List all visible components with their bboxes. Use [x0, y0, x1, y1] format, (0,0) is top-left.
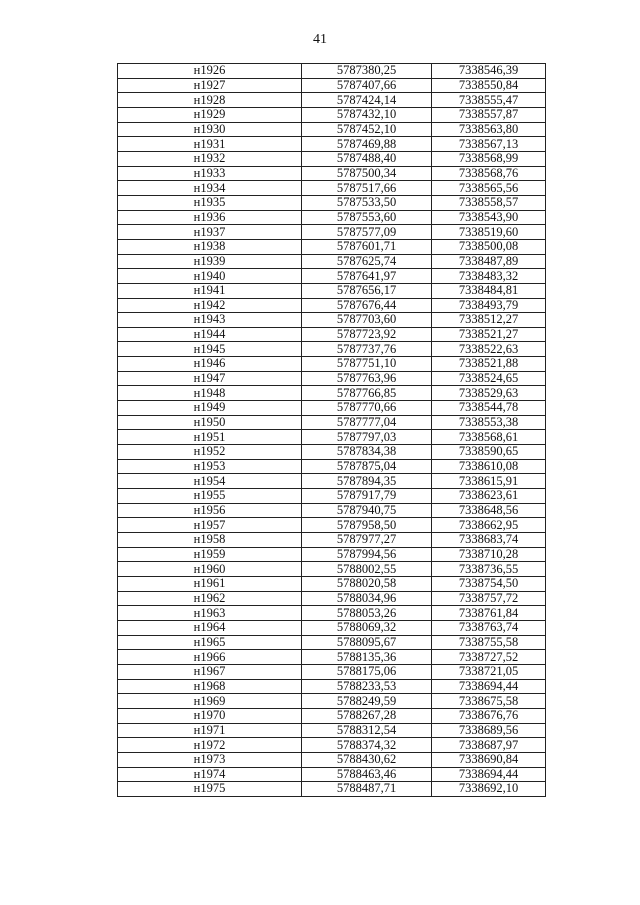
table-row [118, 767, 546, 782]
point-id-cell: н1933 [118, 166, 302, 181]
point-id-cell: н1966 [118, 650, 302, 665]
table-row [118, 547, 546, 562]
x-coordinate-cell: 5787625,74 [302, 254, 432, 269]
y-coordinate-cell: 7338543,90 [432, 210, 546, 225]
x-coordinate-cell: 5787432,10 [302, 107, 432, 122]
y-coordinate-cell: 7338675,58 [432, 694, 546, 709]
table-row [118, 518, 546, 533]
table-row [118, 415, 546, 430]
table-row [118, 137, 546, 152]
y-coordinate-cell: 7338757,72 [432, 591, 546, 606]
y-coordinate-cell: 7338568,61 [432, 430, 546, 445]
point-id-cell: н1936 [118, 210, 302, 225]
y-coordinate-cell: 7338521,27 [432, 327, 546, 342]
point-id-cell: н1940 [118, 269, 302, 284]
y-coordinate-cell: 7338558,57 [432, 195, 546, 210]
table-row [118, 386, 546, 401]
table-row [118, 342, 546, 357]
x-coordinate-cell: 5788312,54 [302, 723, 432, 738]
table-row [118, 679, 546, 694]
point-id-cell: н1958 [118, 533, 302, 548]
point-id-cell: н1946 [118, 357, 302, 372]
table-row [118, 64, 546, 79]
point-id-cell: н1929 [118, 107, 302, 122]
y-coordinate-cell: 7338683,74 [432, 533, 546, 548]
point-id-cell: н1971 [118, 723, 302, 738]
x-coordinate-cell: 5787488,40 [302, 151, 432, 166]
point-id-cell: н1931 [118, 137, 302, 152]
point-id-cell: н1954 [118, 474, 302, 489]
y-coordinate-cell: 7338553,38 [432, 415, 546, 430]
table-row [118, 430, 546, 445]
table-row [118, 166, 546, 181]
x-coordinate-cell: 5788175,06 [302, 664, 432, 679]
x-coordinate-cell: 5788069,32 [302, 620, 432, 635]
x-coordinate-cell: 5787751,10 [302, 357, 432, 372]
point-id-cell: н1930 [118, 122, 302, 137]
point-id-cell: н1927 [118, 78, 302, 93]
y-coordinate-cell: 7338662,95 [432, 518, 546, 533]
x-coordinate-cell: 5788430,62 [302, 752, 432, 767]
y-coordinate-cell: 7338590,65 [432, 445, 546, 460]
x-coordinate-cell: 5787656,17 [302, 283, 432, 298]
table-row [118, 635, 546, 650]
x-coordinate-cell: 5788374,32 [302, 738, 432, 753]
table-row [118, 283, 546, 298]
point-id-cell: н1950 [118, 415, 302, 430]
table-row [118, 591, 546, 606]
table-row [118, 195, 546, 210]
point-id-cell: н1973 [118, 752, 302, 767]
y-coordinate-cell: 7338694,44 [432, 679, 546, 694]
table-row [118, 313, 546, 328]
y-coordinate-cell: 7338648,56 [432, 503, 546, 518]
point-id-cell: н1944 [118, 327, 302, 342]
point-id-cell: н1948 [118, 386, 302, 401]
x-coordinate-cell: 5787737,76 [302, 342, 432, 357]
table-row [118, 401, 546, 416]
y-coordinate-cell: 7338557,87 [432, 107, 546, 122]
point-id-cell: н1935 [118, 195, 302, 210]
table-row [118, 371, 546, 386]
table-row [118, 93, 546, 108]
y-coordinate-cell: 7338721,05 [432, 664, 546, 679]
point-id-cell: н1949 [118, 401, 302, 416]
x-coordinate-cell: 5787723,92 [302, 327, 432, 342]
x-coordinate-cell: 5787407,66 [302, 78, 432, 93]
point-id-cell: н1962 [118, 591, 302, 606]
x-coordinate-cell: 5788020,58 [302, 576, 432, 591]
table-row [118, 620, 546, 635]
y-coordinate-cell: 7338522,63 [432, 342, 546, 357]
x-coordinate-cell: 5788267,28 [302, 708, 432, 723]
x-coordinate-cell: 5787894,35 [302, 474, 432, 489]
x-coordinate-cell: 5788249,59 [302, 694, 432, 709]
x-coordinate-cell: 5788135,36 [302, 650, 432, 665]
y-coordinate-cell: 7338555,47 [432, 93, 546, 108]
point-id-cell: н1957 [118, 518, 302, 533]
table-row [118, 576, 546, 591]
x-coordinate-cell: 5788233,53 [302, 679, 432, 694]
table-row [118, 474, 546, 489]
x-coordinate-cell: 5787940,75 [302, 503, 432, 518]
point-id-cell: н1926 [118, 64, 302, 79]
y-coordinate-cell: 7338483,32 [432, 269, 546, 284]
y-coordinate-cell: 7338763,74 [432, 620, 546, 635]
point-id-cell: н1972 [118, 738, 302, 753]
x-coordinate-cell: 5787424,14 [302, 93, 432, 108]
point-id-cell: н1938 [118, 239, 302, 254]
y-coordinate-cell: 7338546,39 [432, 64, 546, 79]
y-coordinate-cell: 7338500,08 [432, 239, 546, 254]
x-coordinate-cell: 5787469,88 [302, 137, 432, 152]
x-coordinate-cell: 5787977,27 [302, 533, 432, 548]
table-row [118, 694, 546, 709]
x-coordinate-cell: 5787577,09 [302, 225, 432, 240]
point-id-cell: н1942 [118, 298, 302, 313]
y-coordinate-cell: 7338568,99 [432, 151, 546, 166]
y-coordinate-cell: 7338544,78 [432, 401, 546, 416]
x-coordinate-cell: 5787834,38 [302, 445, 432, 460]
y-coordinate-cell: 7338710,28 [432, 547, 546, 562]
y-coordinate-cell: 7338736,55 [432, 562, 546, 577]
point-id-cell: н1960 [118, 562, 302, 577]
y-coordinate-cell: 7338512,27 [432, 313, 546, 328]
coordinates-table [117, 63, 546, 797]
table-row [118, 107, 546, 122]
table-row [118, 225, 546, 240]
x-coordinate-cell: 5787917,79 [302, 489, 432, 504]
point-id-cell: н1951 [118, 430, 302, 445]
y-coordinate-cell: 7338687,97 [432, 738, 546, 753]
x-coordinate-cell: 5787994,56 [302, 547, 432, 562]
y-coordinate-cell: 7338690,84 [432, 752, 546, 767]
x-coordinate-cell: 5787553,60 [302, 210, 432, 225]
table-row [118, 78, 546, 93]
y-coordinate-cell: 7338694,44 [432, 767, 546, 782]
point-id-cell: н1939 [118, 254, 302, 269]
point-id-cell: н1928 [118, 93, 302, 108]
table-row [118, 723, 546, 738]
y-coordinate-cell: 7338567,13 [432, 137, 546, 152]
y-coordinate-cell: 7338676,76 [432, 708, 546, 723]
table-row [118, 254, 546, 269]
y-coordinate-cell: 7338727,52 [432, 650, 546, 665]
point-id-cell: н1956 [118, 503, 302, 518]
table-row [118, 533, 546, 548]
x-coordinate-cell: 5788487,71 [302, 782, 432, 797]
x-coordinate-cell: 5787958,50 [302, 518, 432, 533]
table-row [118, 210, 546, 225]
x-coordinate-cell: 5788002,55 [302, 562, 432, 577]
table-row [118, 782, 546, 797]
x-coordinate-cell: 5787676,44 [302, 298, 432, 313]
x-coordinate-cell: 5787770,66 [302, 401, 432, 416]
y-coordinate-cell: 7338484,81 [432, 283, 546, 298]
x-coordinate-cell: 5787875,04 [302, 459, 432, 474]
point-id-cell: н1967 [118, 664, 302, 679]
point-id-cell: н1941 [118, 283, 302, 298]
x-coordinate-cell: 5787763,96 [302, 371, 432, 386]
x-coordinate-cell: 5787380,25 [302, 64, 432, 79]
x-coordinate-cell: 5787601,71 [302, 239, 432, 254]
table-row [118, 708, 546, 723]
point-id-cell: н1963 [118, 606, 302, 621]
table-row [118, 738, 546, 753]
x-coordinate-cell: 5788095,67 [302, 635, 432, 650]
x-coordinate-cell: 5787703,60 [302, 313, 432, 328]
x-coordinate-cell: 5787533,50 [302, 195, 432, 210]
table-row [118, 445, 546, 460]
table-row [118, 459, 546, 474]
point-id-cell: н1947 [118, 371, 302, 386]
x-coordinate-cell: 5787777,04 [302, 415, 432, 430]
y-coordinate-cell: 7338519,60 [432, 225, 546, 240]
y-coordinate-cell: 7338689,56 [432, 723, 546, 738]
x-coordinate-cell: 5788053,26 [302, 606, 432, 621]
x-coordinate-cell: 5788034,96 [302, 591, 432, 606]
point-id-cell: н1965 [118, 635, 302, 650]
x-coordinate-cell: 5787517,66 [302, 181, 432, 196]
y-coordinate-cell: 7338565,56 [432, 181, 546, 196]
y-coordinate-cell: 7338487,89 [432, 254, 546, 269]
y-coordinate-cell: 7338529,63 [432, 386, 546, 401]
x-coordinate-cell: 5787797,03 [302, 430, 432, 445]
y-coordinate-cell: 7338521,88 [432, 357, 546, 372]
table-row [118, 650, 546, 665]
y-coordinate-cell: 7338550,84 [432, 78, 546, 93]
point-id-cell: н1970 [118, 708, 302, 723]
table-row [118, 298, 546, 313]
y-coordinate-cell: 7338615,91 [432, 474, 546, 489]
y-coordinate-cell: 7338568,76 [432, 166, 546, 181]
table-row [118, 239, 546, 254]
point-id-cell: н1937 [118, 225, 302, 240]
point-id-cell: н1943 [118, 313, 302, 328]
table-row [118, 181, 546, 196]
table-row [118, 357, 546, 372]
x-coordinate-cell: 5787452,10 [302, 122, 432, 137]
table-row [118, 269, 546, 284]
point-id-cell: н1964 [118, 620, 302, 635]
point-id-cell: н1952 [118, 445, 302, 460]
y-coordinate-cell: 7338623,61 [432, 489, 546, 504]
point-id-cell: н1955 [118, 489, 302, 504]
table-row [118, 327, 546, 342]
table-row [118, 752, 546, 767]
y-coordinate-cell: 7338524,65 [432, 371, 546, 386]
table-row [118, 151, 546, 166]
table-row [118, 606, 546, 621]
y-coordinate-cell: 7338692,10 [432, 782, 546, 797]
table-row [118, 562, 546, 577]
point-id-cell: н1969 [118, 694, 302, 709]
x-coordinate-cell: 5788463,46 [302, 767, 432, 782]
point-id-cell: н1932 [118, 151, 302, 166]
y-coordinate-cell: 7338761,84 [432, 606, 546, 621]
table-row [118, 503, 546, 518]
point-id-cell: н1934 [118, 181, 302, 196]
y-coordinate-cell: 7338754,50 [432, 576, 546, 591]
y-coordinate-cell: 7338563,80 [432, 122, 546, 137]
point-id-cell: н1968 [118, 679, 302, 694]
table-row [118, 122, 546, 137]
page-number: 41 [313, 32, 327, 47]
y-coordinate-cell: 7338610,08 [432, 459, 546, 474]
coordinates-table-body [118, 64, 546, 797]
point-id-cell: н1945 [118, 342, 302, 357]
x-coordinate-cell: 5787641,97 [302, 269, 432, 284]
y-coordinate-cell: 7338493,79 [432, 298, 546, 313]
x-coordinate-cell: 5787766,85 [302, 386, 432, 401]
y-coordinate-cell: 7338755,58 [432, 635, 546, 650]
table-row [118, 489, 546, 504]
point-id-cell: н1974 [118, 767, 302, 782]
point-id-cell: н1953 [118, 459, 302, 474]
point-id-cell: н1961 [118, 576, 302, 591]
table-row [118, 664, 546, 679]
point-id-cell: н1959 [118, 547, 302, 562]
point-id-cell: н1975 [118, 782, 302, 797]
x-coordinate-cell: 5787500,34 [302, 166, 432, 181]
